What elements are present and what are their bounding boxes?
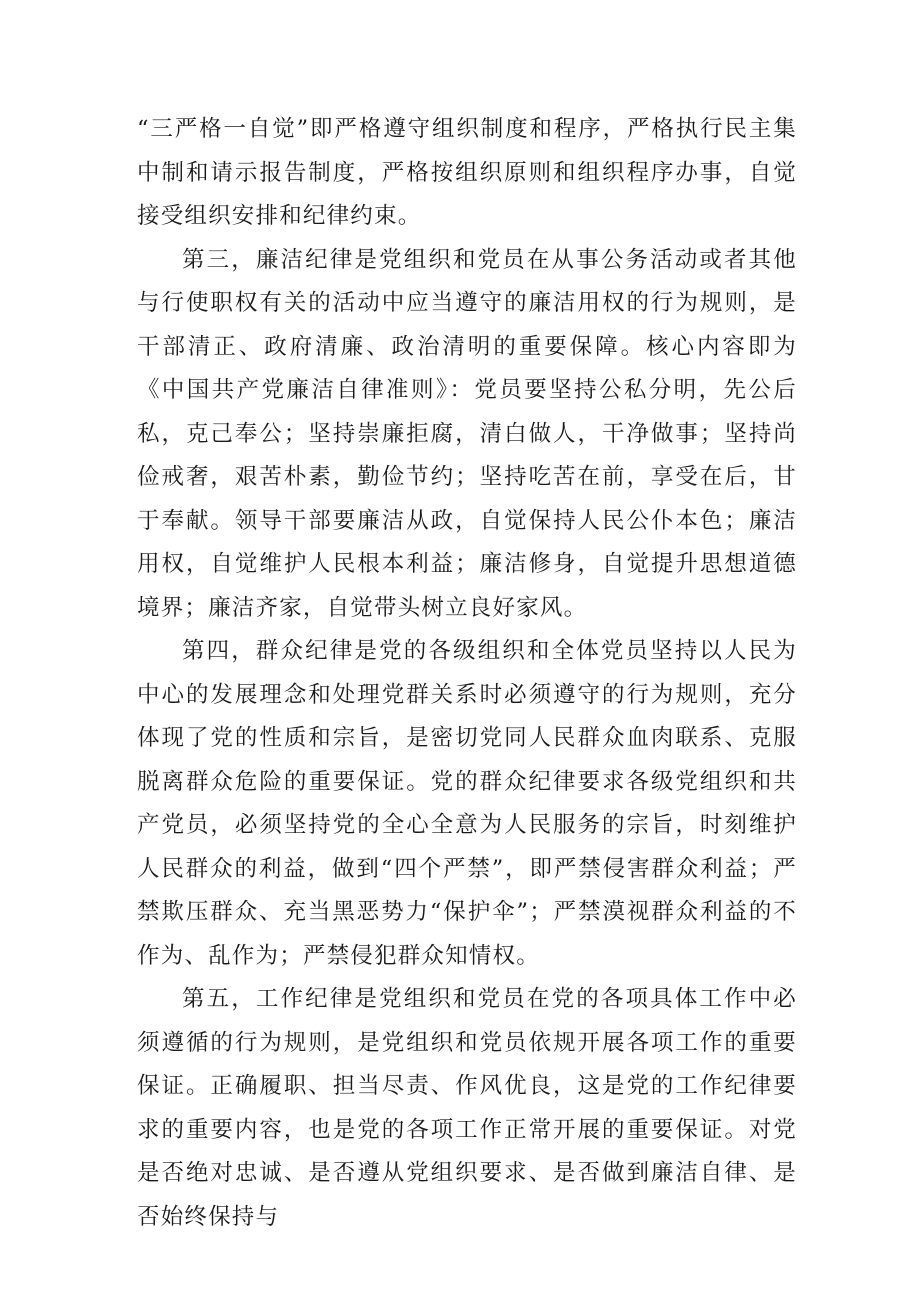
paragraph-mass-discipline: 第四，群众纪律是党的各级组织和全体党员坚持以人民为中心的发展理念和处理党群关系时必须遵守的行为规则，充分体现了党的性质和宗旨，是密切党同人民群众血肉联系、克服脱离群众危险的重要保证。党的群众纪律要求各级党组织和共产党员，必须坚持党的全心全意为人民服务的宗旨，时刻维护人民群众的利益，做到“四个严禁”，即严禁侵害群众利益；严禁欺压群众、充当黑恶势力“保护伞”；严禁漠视群众利益的不作为、乱作为；严禁侵犯群众知情权。 [137, 638, 797, 969]
paragraph-work-discipline: 第五，工作纪律是党组织和党员在党的各项具体工作中必须遵循的行为规则，是党组织和党员依规开展各项工作的重要保证。正确履职、担当尽责、作风优良，这是党的工作纪律要求的重要内容，也是党的各项工作正常开展的重要保证。对党是否绝对忠诚、是否遵从党组织要求、是否做到廉洁自律、是否始终保持与 [137, 986, 797, 1230]
paragraph-three-strict-one-conscious: “三严格一自觉”即严格遵守组织制度和程序，严格执行民主集中制和请示报告制度，严格按组织原则和组织程序办事，自觉接受组织安排和纪律约束。 [137, 116, 797, 229]
paragraph-integrity-discipline: 第三，廉洁纪律是党组织和党员在从事公务活动或者其他与行使职权有关的活动中应当遵守的廉洁用权的行为规则，是干部清正、政府清廉、政治清明的重要保障。核心内容即为《中国共产党廉洁自律准则》：党员要坚持公私分明，先公后私，克己奉公；坚持崇廉拒腐，清白做人，干净做事；坚持尚俭戒奢，艰苦朴素，勤俭节约；坚持吃苦在前，享受在后，甘于奉献。领导干部要廉洁从政，自觉保持人民公仆本色；廉洁用权，自觉维护人民根本利益；廉洁修身，自觉提升思想道德境界；廉洁齐家，自觉带头树立良好家风。 [137, 246, 797, 621]
document-body [137, 108, 797, 1239]
